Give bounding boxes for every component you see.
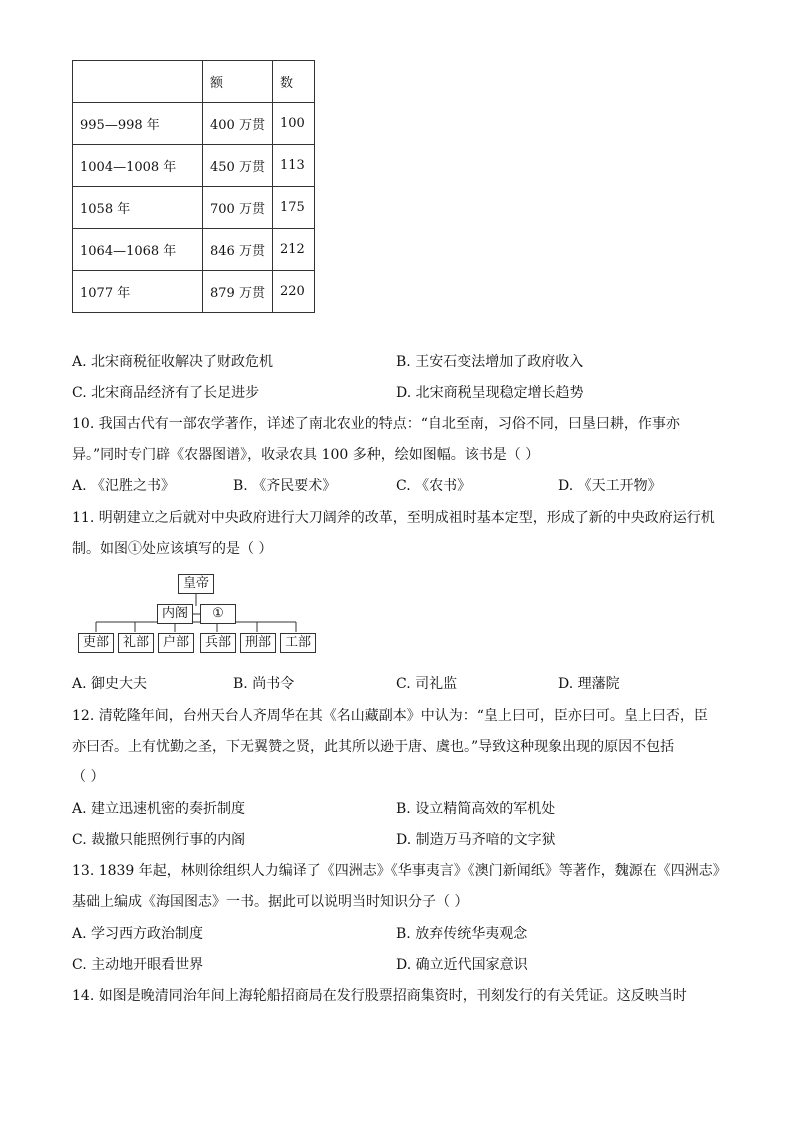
- table-row: [73, 145, 315, 187]
- q13-option-d[interactable]: D. 确立近代国家意识: [396, 957, 528, 973]
- table-cell: 1058 年: [73, 187, 203, 229]
- chart-node-blank-1: ①: [200, 604, 236, 624]
- q13-option-c[interactable]: C. 主动地开眼看世界: [72, 957, 204, 973]
- chart-node-ministry: 户部: [158, 633, 194, 653]
- q13-stem-line-2: 基础上编成《海国图志》一书。据此可以说明当时知识分子（ ）: [72, 894, 469, 910]
- chart-node-ministry: 礼部: [118, 633, 154, 653]
- q13-stem-line-1: 13. 1839 年起，林则徐组织人力编译了《四洲志》《华事夷言》《澳门新闻纸》等著作，魏源在《四洲志》: [72, 863, 727, 879]
- table-cell: 400 万贯: [203, 103, 273, 145]
- table-cell: 450 万贯: [203, 145, 273, 187]
- table-header-cell: [73, 61, 203, 103]
- q11-stem-line-1: 11. 明朝建立之后就对中央政府进行大刀阔斧的改革，至明成祖时基本定型，形成了新的中央政府运行机: [72, 510, 715, 526]
- q11-option-a[interactable]: A. 御史大夫: [72, 676, 148, 692]
- q11-option-b[interactable]: B. 尚书令: [233, 676, 295, 692]
- table-cell: 175: [272, 187, 314, 229]
- q10-stem-line-2: 异。”同时专门辟《农器图谱》，收录农具 100 多种，绘如图幅。该书是（ ）: [72, 447, 540, 463]
- q10-option-c[interactable]: C. 《农书》: [396, 478, 472, 494]
- tax-table: [72, 60, 315, 313]
- table-cell: 1004—1008 年: [73, 145, 203, 187]
- table-row: [73, 103, 315, 145]
- table-header-row: [73, 61, 315, 103]
- q14-stem-line-1: 14. 如图是晚清同治年间上海轮船招商局在发行股票招商集资时，刊刻发行的有关凭证。这反映当时: [72, 988, 687, 1004]
- q9-option-a[interactable]: A. 北宋商税征收解决了财政危机: [72, 354, 274, 370]
- table-header-cell: 数: [272, 61, 314, 103]
- q13-option-b[interactable]: B. 放弃传统华夷观念: [396, 926, 528, 942]
- table-cell: 879 万贯: [203, 271, 273, 313]
- table-row: [73, 229, 315, 271]
- q11-option-c[interactable]: C. 司礼监: [396, 676, 458, 692]
- q12-stem-line-3: （ ）: [72, 769, 105, 785]
- q12-option-c[interactable]: C. 裁撤只能照例行事的内阁: [72, 832, 246, 848]
- q10-option-b[interactable]: B. 《齐民要术》: [233, 478, 337, 494]
- q10-option-a[interactable]: A. 《氾胜之书》: [72, 478, 176, 494]
- table-cell: 220: [272, 271, 314, 313]
- q9-option-d[interactable]: D. 北宋商税呈现稳定增长趋势: [396, 385, 584, 401]
- table-cell: 995—998 年: [73, 103, 203, 145]
- table-cell: 846 万贯: [203, 229, 273, 271]
- chart-node-cabinet: 内阁: [157, 604, 193, 624]
- table-header-cell: 额: [203, 61, 273, 103]
- chart-node-ministry: 刑部: [240, 633, 276, 653]
- q11-option-d[interactable]: D. 理藩院: [558, 676, 620, 692]
- ming-government-chart: [76, 570, 316, 656]
- q12-option-a[interactable]: A. 建立迅速机密的奏折制度: [72, 801, 246, 817]
- q10-option-d[interactable]: D. 《天工开物》: [558, 478, 662, 494]
- q12-stem-line-2: 亦曰否。上有忧勤之圣，下无翼赞之贤，此其所以逊于唐、虞也。”导致这种现象出现的原因不包括: [72, 739, 675, 755]
- chart-node-ministry: 吏部: [78, 633, 114, 653]
- table-cell: 212: [272, 229, 314, 271]
- table-cell: 700 万贯: [203, 187, 273, 229]
- table-cell: 113: [272, 145, 314, 187]
- table-row: [73, 271, 315, 313]
- chart-node-emperor: 皇帝: [178, 574, 214, 594]
- table-cell: 1064—1068 年: [73, 229, 203, 271]
- chart-node-ministry: 兵部: [200, 633, 236, 653]
- table-row: [73, 187, 315, 229]
- q13-option-a[interactable]: A. 学习西方政治制度: [72, 926, 204, 942]
- chart-node-ministry: 工部: [280, 633, 316, 653]
- q9-option-b[interactable]: B. 王安石变法增加了政府收入: [396, 354, 584, 370]
- q12-option-d[interactable]: D. 制造万马齐喑的文字狱: [396, 832, 556, 848]
- q11-stem-line-2: 制。如图①处应该填写的是（ ）: [72, 541, 273, 557]
- table-cell: 100: [272, 103, 314, 145]
- q9-option-c[interactable]: C. 北宋商品经济有了长足进步: [72, 385, 260, 401]
- q10-stem-line-1: 10. 我国古代有一部农学著作，详述了南北农业的特点：“自北至南，习俗不同，曰垦曰耕，作事亦: [72, 416, 680, 432]
- q12-stem-line-1: 12. 清乾隆年间，台州天台人齐周华在其《名山藏副本》中认为：“皇上曰可，臣亦曰可。皇上曰否，臣: [72, 708, 708, 724]
- table-cell: 1077 年: [73, 271, 203, 313]
- q12-option-b[interactable]: B. 设立精简高效的军机处: [396, 801, 556, 817]
